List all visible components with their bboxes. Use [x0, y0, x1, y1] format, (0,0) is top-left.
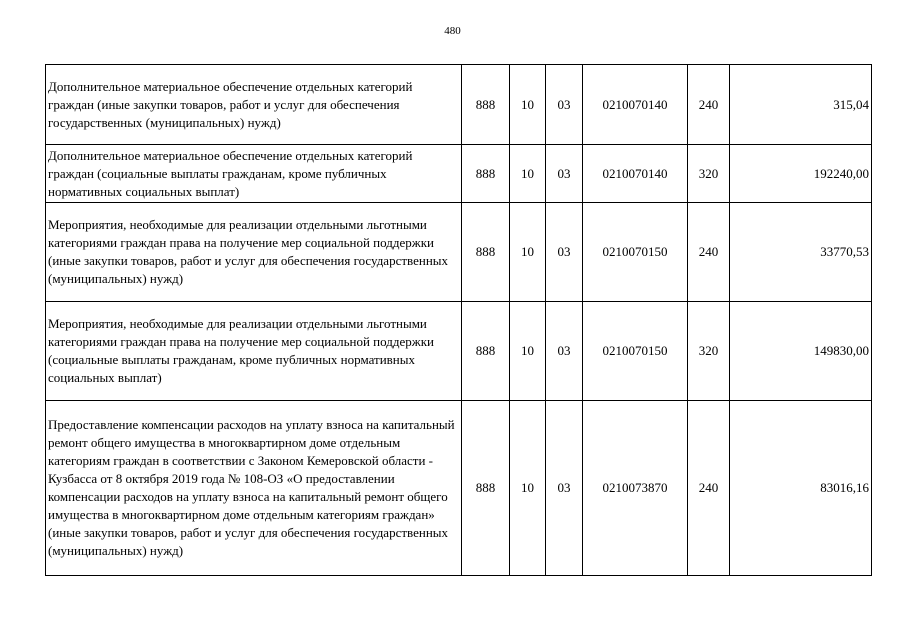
table-row — [46, 302, 872, 401]
row-section-code: 10 — [510, 65, 546, 145]
row-description: Дополнительное материальное обеспечение отдельных категорий граждан (социальные выплаты гражданам, кроме публичных нормативных социальных выплат) — [46, 145, 462, 203]
row-grbs-code: 888 — [462, 203, 510, 302]
row-expense-type-code: 240 — [688, 401, 730, 576]
row-target-article-code: 0210070150 — [583, 302, 688, 401]
row-amount: 149830,00 — [730, 302, 872, 401]
table-row — [46, 203, 872, 302]
row-amount: 33770,53 — [730, 203, 872, 302]
row-grbs-code: 888 — [462, 145, 510, 203]
row-amount: 192240,00 — [730, 145, 872, 203]
row-description: Дополнительное материальное обеспечение отдельных категорий граждан (иные закупки товаров, работ и услуг для обеспечения государственных (муниципальных) нужд) — [46, 65, 462, 145]
row-target-article-code: 0210070140 — [583, 65, 688, 145]
row-expense-type-code: 320 — [688, 145, 730, 203]
row-subsection-code: 03 — [546, 145, 583, 203]
row-amount: 315,04 — [730, 65, 872, 145]
row-target-article-code: 0210070140 — [583, 145, 688, 203]
table-row — [46, 65, 872, 145]
page-number: 480 — [444, 25, 461, 37]
row-amount: 83016,16 — [730, 401, 872, 576]
row-expense-type-code: 240 — [688, 65, 730, 145]
row-grbs-code: 888 — [462, 401, 510, 576]
row-section-code: 10 — [510, 401, 546, 576]
row-grbs-code: 888 — [462, 302, 510, 401]
row-expense-type-code: 240 — [688, 203, 730, 302]
budget-table — [45, 64, 872, 576]
row-section-code: 10 — [510, 302, 546, 401]
table-row — [46, 401, 872, 576]
row-expense-type-code: 320 — [688, 302, 730, 401]
row-section-code: 10 — [510, 203, 546, 302]
row-description: Мероприятия, необходимые для реализации отдельными льготными категориями граждан права на получение мер социальной поддержки (социальные выплаты гражданам, кроме публичных нормативных социальных выплат) — [46, 302, 462, 401]
table-row — [46, 145, 872, 203]
row-section-code: 10 — [510, 145, 546, 203]
row-target-article-code: 0210073870 — [583, 401, 688, 576]
row-description: Предоставление компенсации расходов на уплату взноса на капитальный ремонт общего имущества в многоквартирном доме отдельным категориям граждан в соответствии с Законом Кемеровской области - Кузбасса от 8 октября 2019 года № 108-ОЗ «О предоставлении компенсации расходов на уплату взноса на капитальный ремонт общего имущества в многоквартирном доме отдельным категориям граждан» (иные закупки товаров, работ и услуг для обеспечения государственных (муниципальных) нужд) — [46, 401, 462, 576]
row-subsection-code: 03 — [546, 203, 583, 302]
row-description: Мероприятия, необходимые для реализации отдельными льготными категориями граждан права на получение мер социальной поддержки (иные закупки товаров, работ и услуг для обеспечения государственных (муниципальных) нужд) — [46, 203, 462, 302]
row-target-article-code: 0210070150 — [583, 203, 688, 302]
row-grbs-code: 888 — [462, 65, 510, 145]
row-subsection-code: 03 — [546, 401, 583, 576]
row-subsection-code: 03 — [546, 65, 583, 145]
row-subsection-code: 03 — [546, 302, 583, 401]
